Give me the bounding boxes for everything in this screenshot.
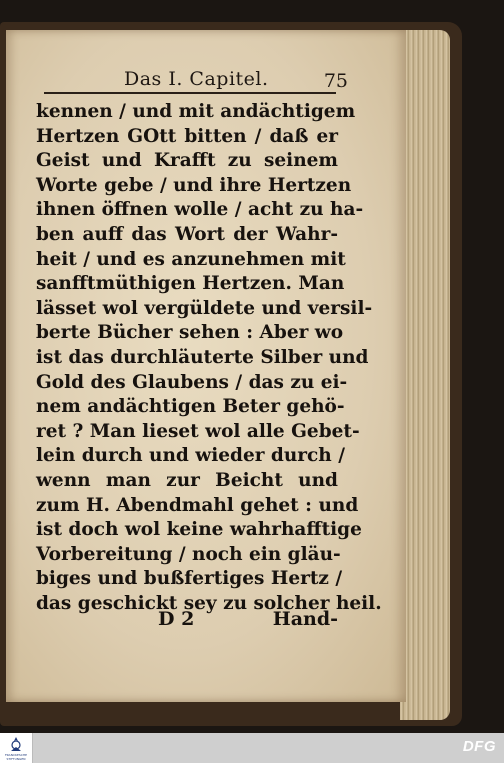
crest-icon xyxy=(7,736,25,754)
logo-label: FRANCKESCHE STIFTUNGEN xyxy=(4,753,28,761)
page-header xyxy=(44,64,350,94)
header-rule xyxy=(44,92,336,94)
text-line: heit / und es anzunehmen mit xyxy=(36,248,346,270)
catchword: Hand- xyxy=(272,608,338,630)
text-line: Vorbereitung / noch ein gläu- xyxy=(36,543,341,565)
text-line: ist doch wol keine wahrhafftige xyxy=(36,519,362,541)
text-line: das geschickt sey zu solcher heil. xyxy=(36,592,382,614)
running-head: Das I. Capitel. xyxy=(124,68,269,90)
dfg-logo[interactable]: DFG xyxy=(462,738,496,755)
viewer-bottom-bar xyxy=(0,733,504,763)
text-line: Gold des Glaubens / das zu ei- xyxy=(36,371,348,393)
body-text xyxy=(36,100,382,616)
text-line: biges und bußfertiges Hertz / xyxy=(36,568,343,590)
text-line: Geist und Krafft zu seinem xyxy=(36,150,338,172)
text-line: lässet wol vergüldete und versil- xyxy=(36,297,373,319)
page-footer xyxy=(36,608,338,636)
institution-logo[interactable] xyxy=(0,733,33,763)
text-line: lein durch und wieder durch / xyxy=(36,445,345,467)
signature-mark: D 2 xyxy=(158,608,195,630)
text-line: sanfftmüthigen Hertzen. Man xyxy=(36,273,345,295)
text-line: zum H. Abendmahl gehet : und xyxy=(36,494,359,516)
text-line: Worte gebe / und ihre Hertzen xyxy=(36,174,352,196)
text-line: nem andächtigen Beter gehö- xyxy=(36,396,345,418)
text-line: berte Bücher sehen : Aber wo xyxy=(36,322,344,344)
page-number: 75 xyxy=(323,70,348,92)
text-line: ist das durchläuterte Silber und xyxy=(36,346,369,368)
text-line: ret ? Man lieset wol alle Gebet- xyxy=(36,420,360,442)
text-line: kennen / und mit andächtigem xyxy=(36,101,356,122)
page-edges xyxy=(400,30,450,720)
text-line: wenn man zur Beicht und xyxy=(36,469,338,491)
text-line: ihnen öffnen wolle / acht zu ha- xyxy=(36,199,364,221)
text-line: Hertzen GOtt bitten / daß er xyxy=(36,125,338,147)
text-line: ben auff das Wort der Wahr- xyxy=(36,223,338,245)
